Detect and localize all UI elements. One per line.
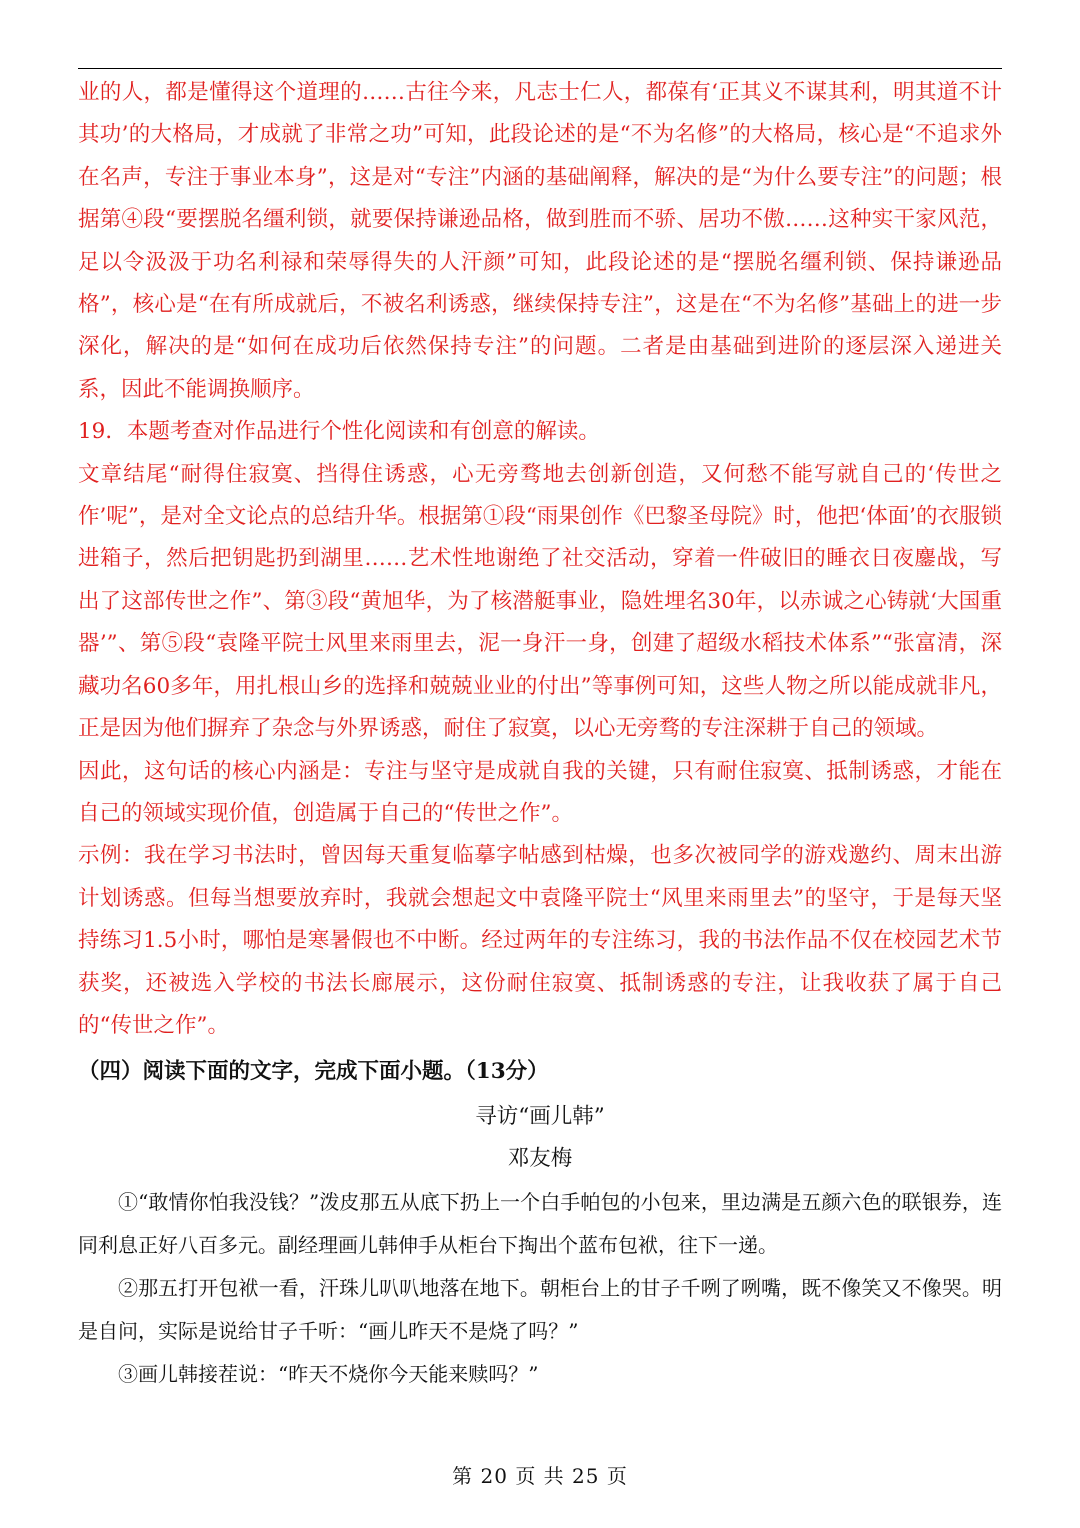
section-four-heading: （四）阅读下面的文字，完成下面小题。（13分） xyxy=(78,1059,549,1085)
story-title: 寻访“画儿韩” xyxy=(475,1103,605,1129)
question-19-heading: 19．本题考查对作品进行个性化阅读和有创意的解读。 xyxy=(78,419,600,445)
story-paragraph-2: ②那五打开包袱一看，汗珠儿叭叭地落在地下。朝柜台上的甘子千咧了咧嘴，既不像笑又不像哭。明是自问，实际是说给甘子千听：“画儿昨天不是烧了吗？” xyxy=(78,1275,1002,1343)
story-paragraph-1: ①“敢情你怕我没钱？”泼皮那五从底下扔上一个白手帕包的小包来，里边满是五颜六色的联银券，连同利息正好八百多元。副经理画儿韩伸手从柜台下掏出个蓝布包袱，往下一递。 xyxy=(78,1189,1002,1257)
page-body xyxy=(78,72,1002,1396)
question-19-core-meaning: 因此，这句话的核心内涵是：专注与坚守是成就自我的关键，只有耐住寂寞、抵制诱惑，才能在自己的领域实现价值，创造属于自己的“传世之作”。 xyxy=(78,758,1002,826)
story-author: 邓友梅 xyxy=(507,1146,573,1172)
question-19-analysis: 文章结尾“耐得住寂寞、挡得住诱惑，心无旁骛地去创新创造，又何愁不能写就自己的‘传世之作’呢”，是对全文论点的总结升华。根据第①段“雨果创作《巴黎圣母院》时，他把‘体面’的衣服锁进箱子，然后把钥匙扔到湖里……艺术性地谢绝了社交活动，穿着一件破旧的睡衣日夜鏖战，写出了这部传世之作”、第③段“黄旭华，为了核潜艇事业，隐姓埋名30年，以赤诚之心铸就‘大国重器’”、第⑤段“袁隆平院士风里来雨里去，泥一身汗一身，创建了超级水稻技术体系”“张富清，深藏功名60多年，用扎根山乡的选择和兢兢业业的付出”等事例可知，这些人物之所以能成就非凡，正是因为他们摒弃了杂念与外界诱惑，耐住了寂寞，以心无旁骛的专注深耕于自己的领域。 xyxy=(78,461,1002,742)
story-paragraph-3: ③画儿韩接茬说：“昨天不烧你今天能来赎吗？” xyxy=(118,1361,539,1386)
answer-18-continuation: 业的人，都是懂得这个道理的……古往今来，凡志士仁人，都葆有‘正其义不谋其利，明其道不计其功’的大格局，才成就了非常之功”可知，此段论述的是“不为名修”的大格局，核心是“不追求外在名声，专注于事业本身”，这是对“专注”内涵的基础阐释，解决的是“为什么要专注”的问题；根据第④段“要摆脱名缰利锁，就要保持谦逊品格，做到胜而不骄、居功不傲……这种实干家风范，足以令汲汲于功名利禄和荣辱得失的人汗颜”可知，此段论述的是“摆脱名缰利锁、保持谦逊品格”，核心是“在有所成就后，不被名利诱惑，继续保持专注”，这是在“不为名修”基础上的进一步深化，解决的是“如何在成功后依然保持专注”的问题。二者是由基础到进阶的逐层深入递进关系，因此不能调换顺序。 xyxy=(78,80,1002,402)
header-rule xyxy=(78,68,1002,69)
question-19-example: 示例：我在学习书法时，曾因每天重复临摹字帖感到枯燥，也多次被同学的游戏邀约、周末出游计划诱惑。但每当想要放弃时，我就会想起文中袁隆平院士“风里来雨里去”的坚守，于是每天坚持练习1.5小时，哪怕是寒暑假也不中断。经过两年的专注练习，我的书法作品不仅在校园艺术节获奖，还被选入学校的书法长廊展示，这份耐住寂寞、抵制诱惑的专注，让我收获了属于自己的“传世之作”。 xyxy=(78,843,1002,1038)
page-number-footer: 第 20 页 共 25 页 xyxy=(452,1464,628,1488)
